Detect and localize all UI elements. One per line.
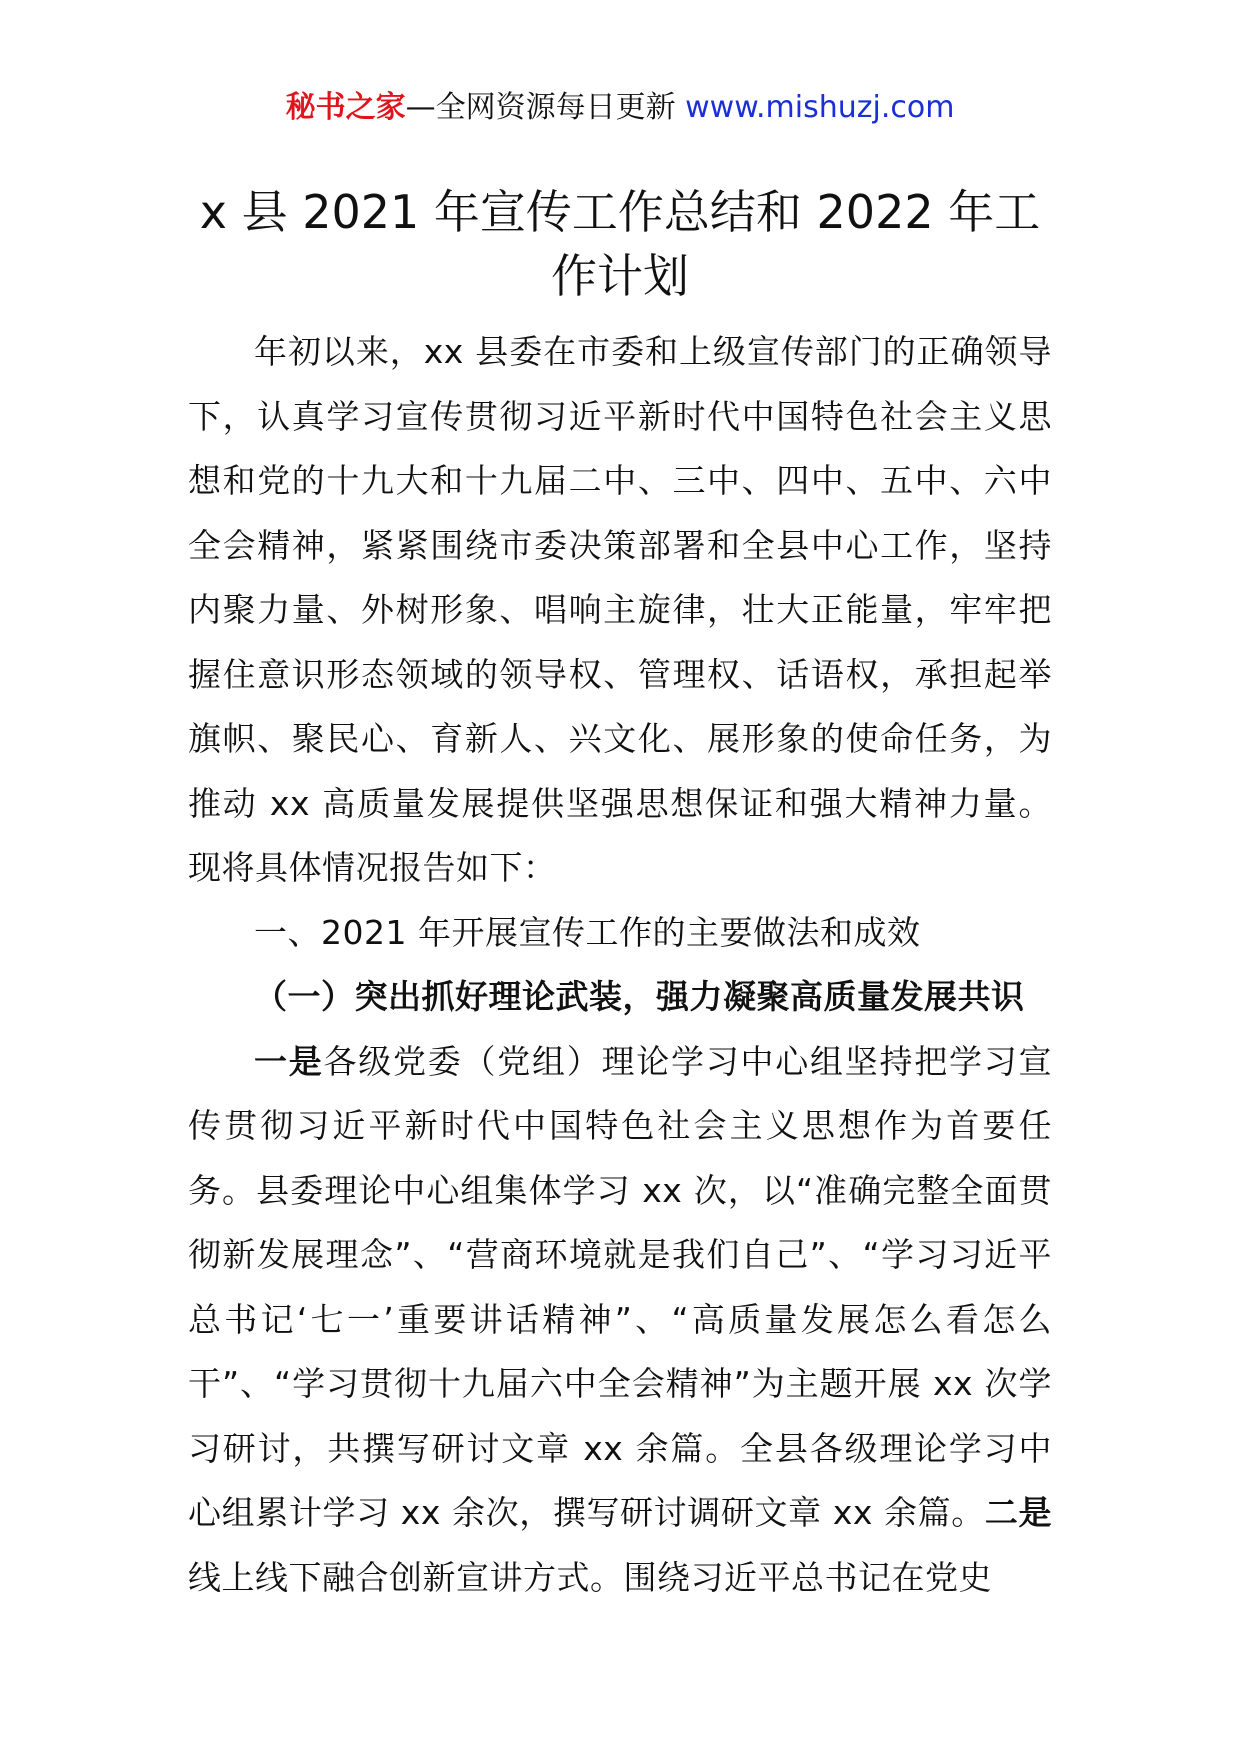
point-one-lead: 一是 (254, 1041, 324, 1081)
point-two-lead: 二是 (984, 1493, 1053, 1532)
point-two-text: 线上线下融合创新宣讲方式。围绕习近平总书记在党史 (188, 1557, 992, 1597)
document-body (188, 320, 1052, 1610)
site-banner (0, 88, 1240, 128)
section-heading: 一、2021 年开展宣传工作的主要做法和成效 (254, 912, 921, 952)
intro-paragraph: 年初以来，xx 县委在市委和上级宣传部门的正确领导下，认真学习宣传贯彻习近平新时代中国特色社会主义思想和党的十九大和十九届二中、三中、四中、五中、六中全会精神，紧紧围绕市委决策部署和全县中心工作，坚持内聚力量、外树形象、唱响主旋律，壮大正能量，牢牢把握住意识形态领域的领导权、管理权、话语权，承担起举旗帜、聚民心、育新人、兴文化、展形象的使命任务，为推动 xx 高质量发展提供坚强思想保证和强大精神力量。现将具体情况报告如下： (188, 332, 1052, 887)
document-title: x 县 2021 年宣传工作总结和 2022 年工作计划 (199, 185, 1041, 303)
banner-slogan: —全网资源每日更新 (405, 90, 676, 125)
sub-heading: （一）突出抓好理论武装，强力凝聚高质量发展共识 (254, 977, 1025, 1016)
brand-name: 秘书之家 (285, 90, 406, 125)
point-one-text: 各级党委（党组）理论学习中心组坚持把学习宣传贯彻习近平新时代中国特色社会主义思想作为首要任务。县委理论中心组集体学习 xx 次，以“准确完整全面贯彻新发展理念”、“营商环境就是我们自己”、“学习习近平总书记‘七一’重要讲话精神”、“高质量发展怎么看怎么干”、“学习贯彻十九届六中全会精神”为主题开展 xx 次学习研讨，共撰写研讨文章 xx 余篇。全县各级理论学习中心组累计学习 xx 余次，撰写研讨调研文章 xx 余篇。 (188, 1041, 1052, 1532)
site-url-link[interactable]: www.mishuzj.com (685, 90, 955, 125)
point-paragraph (188, 1030, 1052, 1611)
